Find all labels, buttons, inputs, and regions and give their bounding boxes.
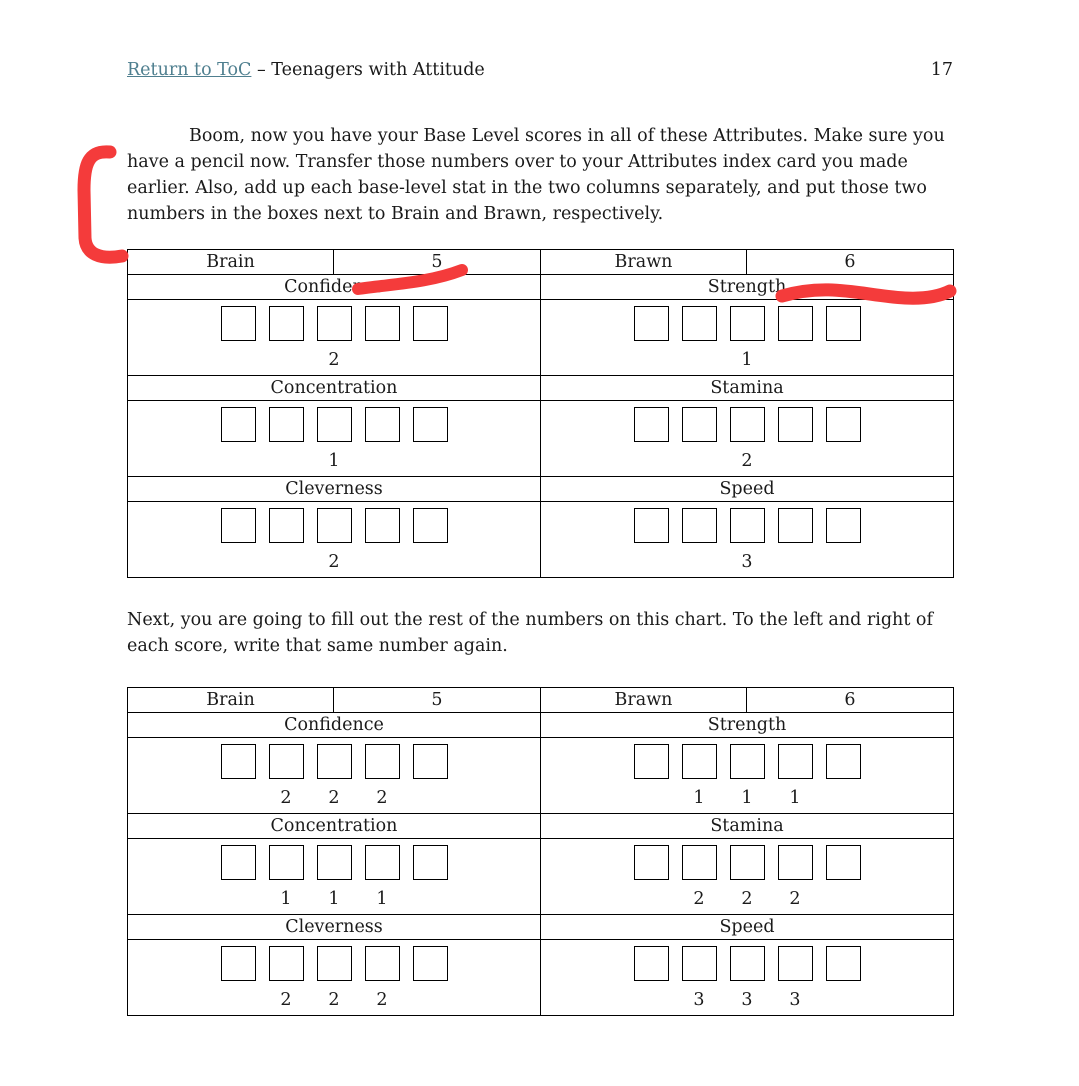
attribute-name: Confidence <box>128 275 541 300</box>
attribute-name: Confidence <box>128 713 541 738</box>
score-number <box>221 787 256 809</box>
score-number: 2 <box>280 788 292 808</box>
attribute-name: Concentration <box>128 814 541 839</box>
document-title: – Teenagers with Attitude <box>251 60 485 80</box>
left-score-cell <box>128 401 541 477</box>
score-number <box>682 450 717 472</box>
score-box[interactable] <box>269 845 304 880</box>
attribute-score-row <box>128 839 954 915</box>
score-number: 1 <box>741 788 753 808</box>
score-numbers <box>541 888 953 910</box>
score-boxes <box>128 845 540 880</box>
score-number: 3 <box>789 990 801 1010</box>
score-box[interactable] <box>682 508 717 543</box>
score-number <box>413 989 448 1011</box>
score-box[interactable] <box>317 744 352 779</box>
score-numbers <box>541 787 953 809</box>
attribute-name-row <box>128 376 954 401</box>
score-box[interactable] <box>365 744 400 779</box>
score-box[interactable] <box>634 407 669 442</box>
left-score-cell <box>128 940 541 1016</box>
right-score-cell <box>541 839 954 915</box>
attribute-score-row <box>128 738 954 814</box>
score-box[interactable] <box>413 744 448 779</box>
score-boxes <box>128 946 540 981</box>
score-boxes <box>541 407 953 442</box>
attribute-name: Strength <box>541 275 954 300</box>
score-box[interactable] <box>778 407 813 442</box>
score-number <box>778 349 813 371</box>
score-number: 2 <box>741 451 753 471</box>
brain-brawn-header-row <box>128 688 954 713</box>
score-box[interactable] <box>682 306 717 341</box>
score-box[interactable] <box>778 306 813 341</box>
score-box[interactable] <box>730 407 765 442</box>
score-number: 3 <box>693 990 705 1010</box>
score-box[interactable] <box>682 845 717 880</box>
score-number: 1 <box>693 788 705 808</box>
score-box[interactable] <box>778 744 813 779</box>
score-number <box>221 551 256 573</box>
score-number: 2 <box>280 990 292 1010</box>
right-score-cell <box>541 502 954 578</box>
score-box[interactable] <box>221 744 256 779</box>
score-box[interactable] <box>682 407 717 442</box>
score-box[interactable] <box>730 744 765 779</box>
score-numbers <box>128 787 540 809</box>
attribute-score-row <box>128 940 954 1016</box>
left-score-cell <box>128 738 541 814</box>
attribute-name-row <box>128 713 954 738</box>
score-number: 1 <box>741 350 753 370</box>
score-number: 1 <box>376 889 388 909</box>
left-score-cell <box>128 502 541 578</box>
score-box[interactable] <box>413 845 448 880</box>
right-score-cell <box>541 738 954 814</box>
attribute-name-row <box>128 275 954 300</box>
score-number <box>634 888 669 910</box>
score-box[interactable] <box>317 845 352 880</box>
brawn-total: 6 <box>747 250 954 275</box>
score-number <box>826 989 861 1011</box>
score-boxes <box>128 306 540 341</box>
attribute-name-row <box>128 477 954 502</box>
score-number <box>682 551 717 573</box>
score-box[interactable] <box>317 306 352 341</box>
score-box[interactable] <box>634 946 669 981</box>
score-number <box>413 450 448 472</box>
score-box[interactable] <box>634 744 669 779</box>
score-box[interactable] <box>317 946 352 981</box>
score-number <box>269 450 304 472</box>
score-box[interactable] <box>221 407 256 442</box>
attribute-name: Concentration <box>128 376 541 401</box>
score-numbers <box>541 551 953 573</box>
brain-label: Brain <box>128 688 334 713</box>
score-boxes <box>128 744 540 779</box>
score-number: 1 <box>789 788 801 808</box>
right-score-cell <box>541 401 954 477</box>
score-number <box>221 989 256 1011</box>
left-score-cell <box>128 300 541 376</box>
attribute-name-row <box>128 814 954 839</box>
attribute-score-row <box>128 401 954 477</box>
score-number: 2 <box>789 889 801 909</box>
return-to-toc-link[interactable]: Return to ToC <box>127 60 252 80</box>
score-number: 2 <box>328 350 340 370</box>
score-number <box>778 551 813 573</box>
score-number: 3 <box>741 552 753 572</box>
attribute-name: Speed <box>541 477 954 502</box>
score-box[interactable] <box>413 306 448 341</box>
score-number: 1 <box>328 889 340 909</box>
score-box[interactable] <box>221 845 256 880</box>
score-box[interactable] <box>826 744 861 779</box>
score-number <box>365 551 400 573</box>
score-box[interactable] <box>269 407 304 442</box>
score-box[interactable] <box>826 306 861 341</box>
score-numbers <box>541 349 953 371</box>
score-boxes <box>541 946 953 981</box>
score-numbers <box>128 349 540 371</box>
score-number <box>413 787 448 809</box>
score-box[interactable] <box>730 845 765 880</box>
score-number: 2 <box>328 788 340 808</box>
score-box[interactable] <box>634 508 669 543</box>
score-box[interactable] <box>269 946 304 981</box>
score-box[interactable] <box>269 744 304 779</box>
score-numbers <box>128 888 540 910</box>
right-score-cell <box>541 940 954 1016</box>
attribute-name: Stamina <box>541 814 954 839</box>
score-box[interactable] <box>730 508 765 543</box>
score-box[interactable] <box>221 306 256 341</box>
score-number <box>826 349 861 371</box>
score-number <box>826 551 861 573</box>
attribute-score-row <box>128 502 954 578</box>
score-box[interactable] <box>634 306 669 341</box>
score-number <box>634 349 669 371</box>
brawn-label: Brawn <box>541 250 747 275</box>
score-number <box>365 349 400 371</box>
score-box[interactable] <box>778 508 813 543</box>
score-box[interactable] <box>826 845 861 880</box>
score-number <box>682 349 717 371</box>
brawn-total: 6 <box>747 688 954 713</box>
brain-label: Brain <box>128 250 334 275</box>
score-box[interactable] <box>413 946 448 981</box>
score-box[interactable] <box>413 407 448 442</box>
score-box[interactable] <box>365 407 400 442</box>
score-number <box>634 551 669 573</box>
score-boxes <box>541 508 953 543</box>
score-number <box>221 450 256 472</box>
page-number: 17 <box>930 60 953 80</box>
score-number <box>634 450 669 472</box>
score-number <box>365 450 400 472</box>
score-number: 2 <box>376 990 388 1010</box>
attribute-name-row <box>128 915 954 940</box>
score-box[interactable] <box>365 946 400 981</box>
page-header <box>127 60 953 84</box>
score-number <box>778 450 813 472</box>
attribute-name: Strength <box>541 713 954 738</box>
score-box[interactable] <box>365 306 400 341</box>
score-number: 3 <box>741 990 753 1010</box>
score-number <box>826 888 861 910</box>
score-box[interactable] <box>634 845 669 880</box>
score-number <box>269 349 304 371</box>
score-number <box>826 787 861 809</box>
right-score-cell <box>541 300 954 376</box>
score-number: 1 <box>328 451 340 471</box>
score-number: 2 <box>328 990 340 1010</box>
score-box[interactable] <box>269 508 304 543</box>
score-numbers <box>128 450 540 472</box>
score-numbers <box>128 551 540 573</box>
score-box[interactable] <box>730 946 765 981</box>
score-box[interactable] <box>826 407 861 442</box>
attribute-name: Stamina <box>541 376 954 401</box>
score-box[interactable] <box>682 946 717 981</box>
score-boxes <box>541 744 953 779</box>
score-boxes <box>541 306 953 341</box>
score-boxes <box>128 508 540 543</box>
score-box[interactable] <box>317 407 352 442</box>
red-bracket-mark <box>84 152 122 257</box>
score-box[interactable] <box>413 508 448 543</box>
score-box[interactable] <box>778 946 813 981</box>
attribute-score-row <box>128 300 954 376</box>
score-box[interactable] <box>365 508 400 543</box>
table-rows <box>128 713 954 1016</box>
score-box[interactable] <box>778 845 813 880</box>
attributes-table-base <box>127 249 954 578</box>
score-number <box>634 989 669 1011</box>
score-boxes <box>541 845 953 880</box>
next-paragraph: Next, you are going to fill out the rest of the numbers on this chart. To the left and right of each score, write that same number again. <box>127 610 933 656</box>
brain-brawn-header-row <box>128 250 954 275</box>
score-number <box>413 349 448 371</box>
score-box[interactable] <box>730 306 765 341</box>
score-number <box>221 888 256 910</box>
score-number <box>826 450 861 472</box>
left-score-cell <box>128 839 541 915</box>
intro-paragraph: Boom, now you have your Base Level scores in all of these Attributes. Make sure you have a pencil now. Transfer those numbers over to your Attributes index card you made earlier. Also, add up each base-level stat in the two columns separately, and put those two numbers in the boxes next to Brain and Brawn, respectively. <box>127 126 945 224</box>
score-numbers <box>541 989 953 1011</box>
score-box[interactable] <box>365 845 400 880</box>
brain-total: 5 <box>334 688 541 713</box>
score-box[interactable] <box>317 508 352 543</box>
score-number: 2 <box>693 889 705 909</box>
score-number: 2 <box>741 889 753 909</box>
score-box[interactable] <box>221 946 256 981</box>
score-box[interactable] <box>826 946 861 981</box>
attribute-name: Cleverness <box>128 477 541 502</box>
score-box[interactable] <box>269 306 304 341</box>
score-number <box>221 349 256 371</box>
score-box[interactable] <box>682 744 717 779</box>
score-numbers <box>541 450 953 472</box>
score-numbers <box>128 989 540 1011</box>
brawn-label: Brawn <box>541 688 747 713</box>
score-number <box>413 888 448 910</box>
score-number <box>634 787 669 809</box>
score-number: 2 <box>328 552 340 572</box>
score-number: 2 <box>376 788 388 808</box>
score-number: 1 <box>280 889 292 909</box>
score-boxes <box>128 407 540 442</box>
table-rows <box>128 275 954 578</box>
score-number <box>413 551 448 573</box>
attribute-name: Speed <box>541 915 954 940</box>
attributes-table-filled <box>127 687 954 1016</box>
attribute-name: Cleverness <box>128 915 541 940</box>
score-box[interactable] <box>221 508 256 543</box>
score-number <box>269 551 304 573</box>
brain-total: 5 <box>334 250 541 275</box>
score-box[interactable] <box>826 508 861 543</box>
